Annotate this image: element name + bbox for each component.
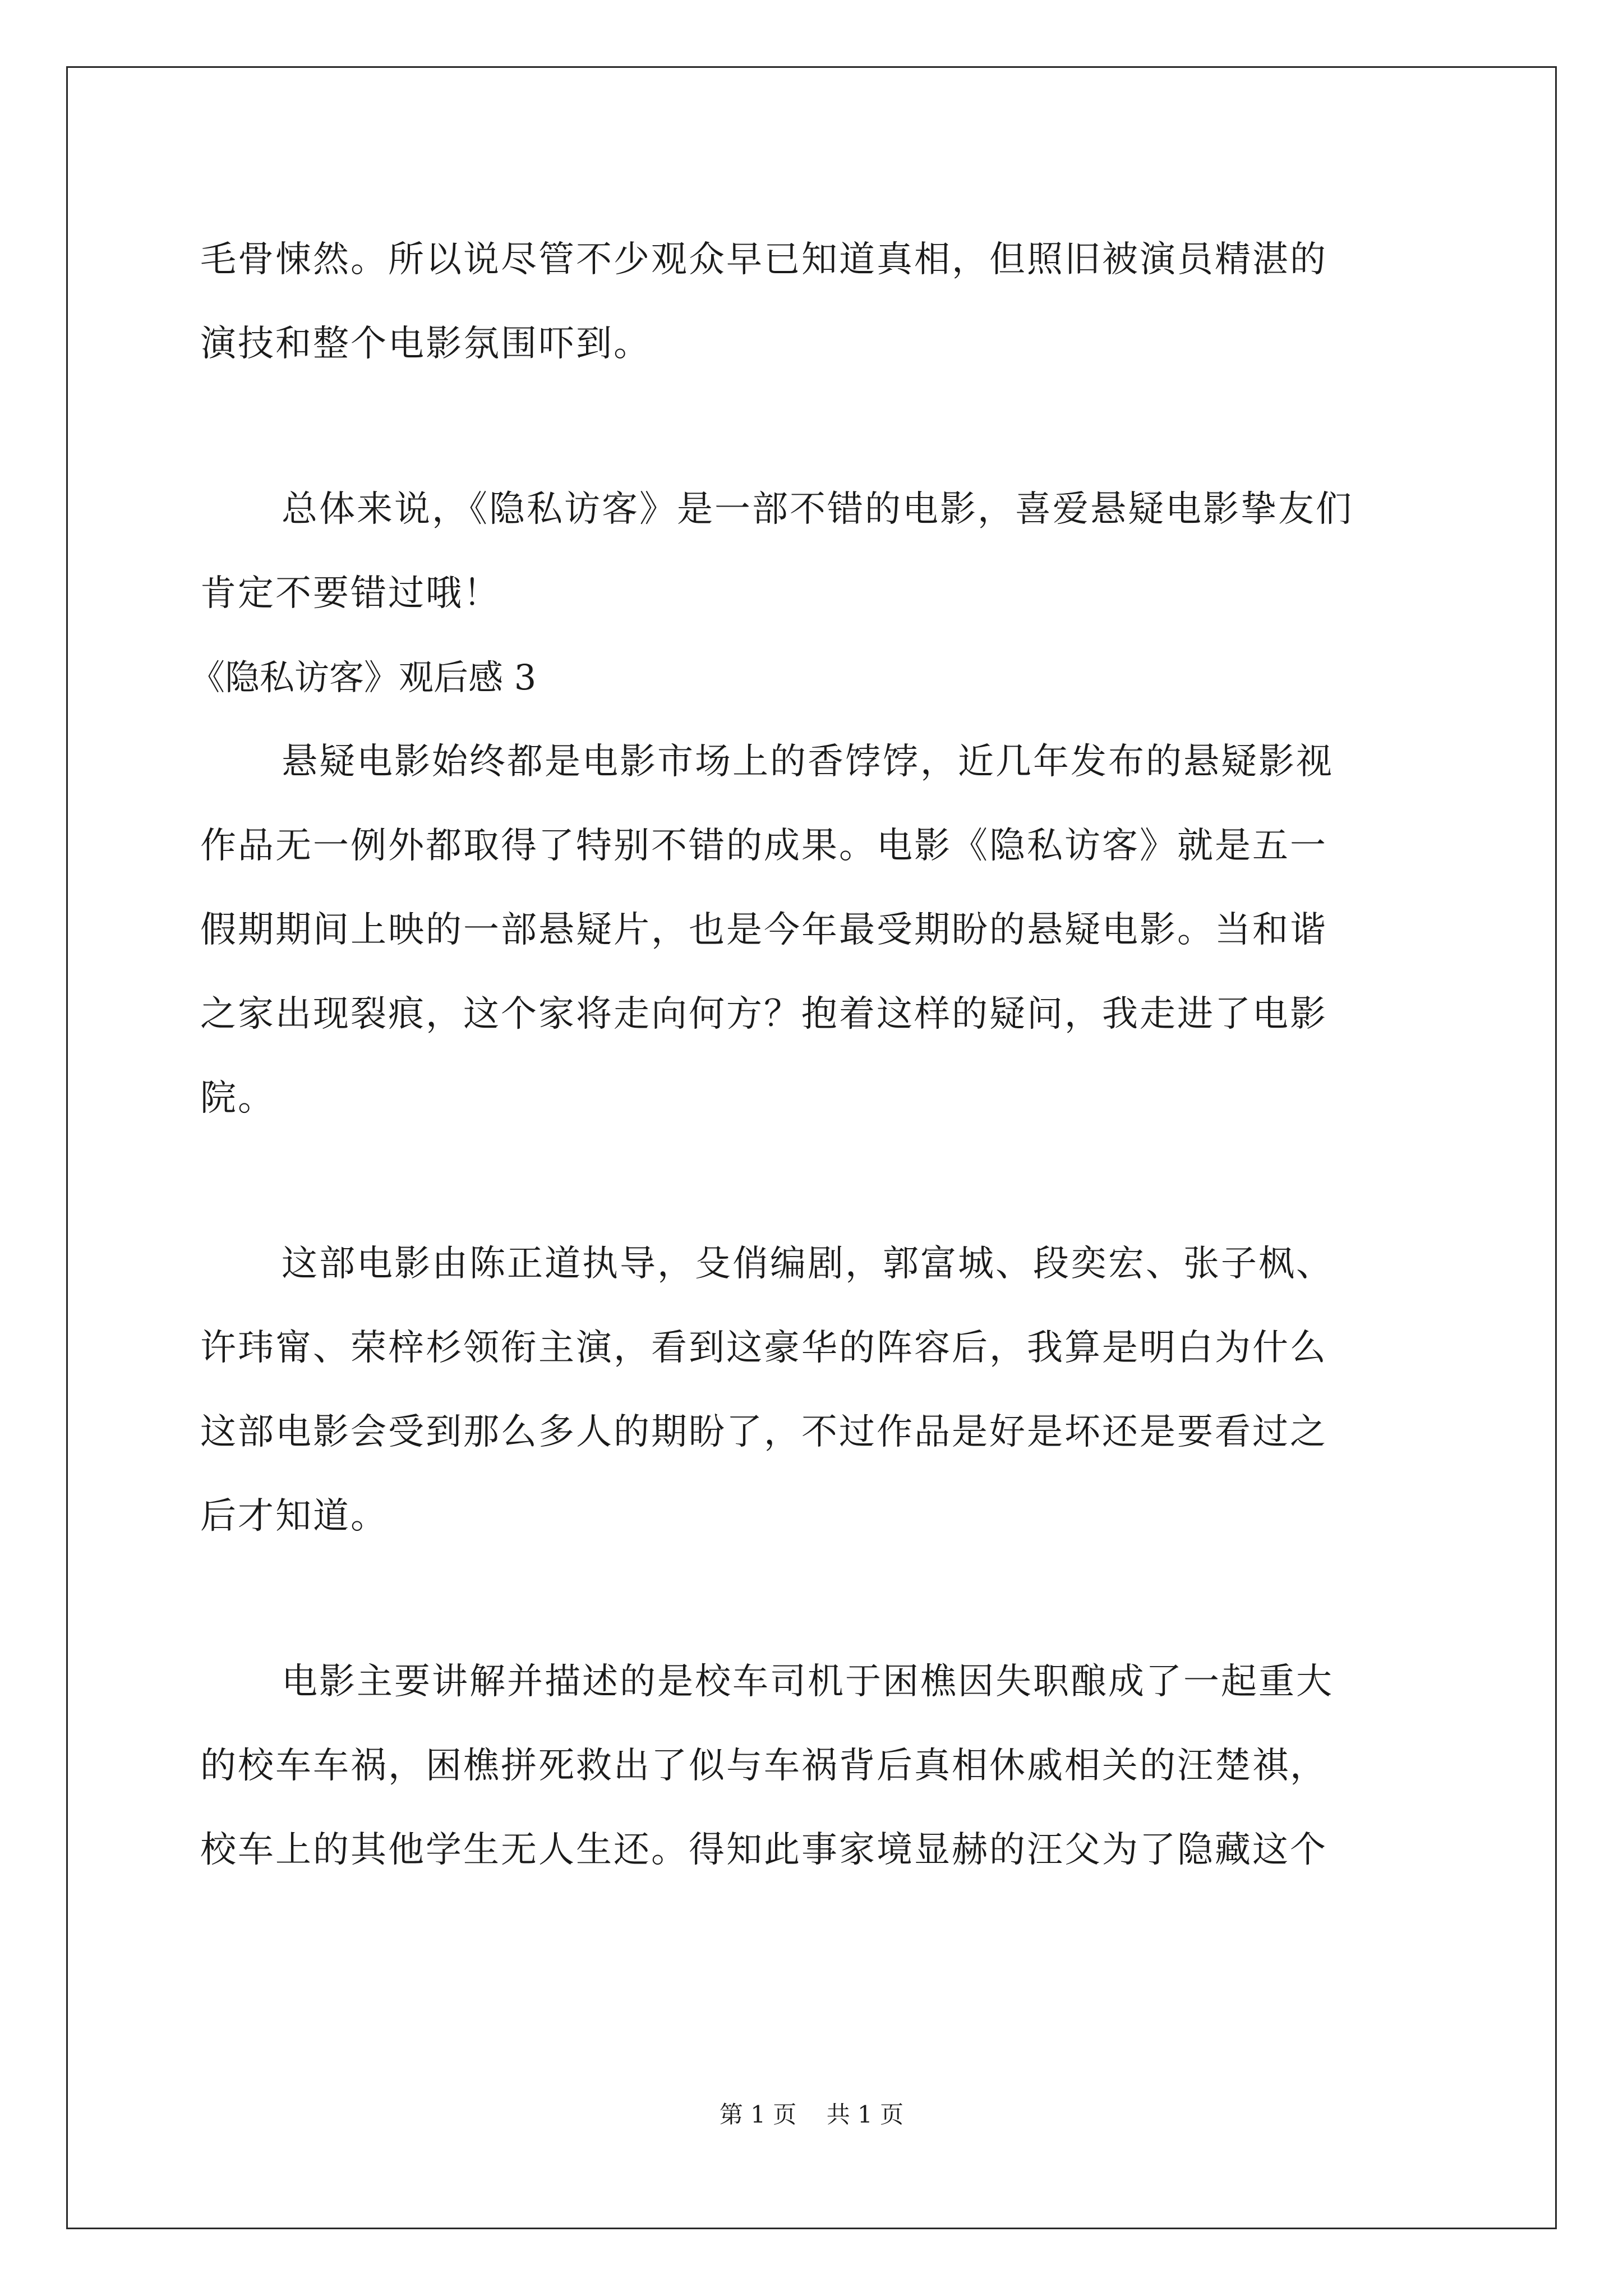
- text-line: 肯定不要错过哦！: [200, 573, 501, 614]
- text-line: 总体来说，《隐私访客》是一部不错的电影，喜爱悬疑电影挚友们: [282, 489, 1353, 530]
- text-line: 的校车车祸，困樵拼死救出了似与车祸背后真相休戚相关的汪楚祺，: [200, 1745, 1327, 1787]
- text-line: 这部电影由陈正道执导，殳俏编剧，郭富城、段奕宏、张子枫、: [282, 1243, 1334, 1285]
- text-line: 假期期间上映的一部悬疑片，也是今年最受期盼的悬疑电影。当和谐: [200, 909, 1327, 951]
- text-line: 电影主要讲解并描述的是校车司机于困樵因失职酿成了一起重大: [282, 1661, 1334, 1703]
- paragraph: [200, 218, 1434, 386]
- section-heading: 《隐私访客》观后感 3: [190, 657, 537, 698]
- text-line: 后才知道。: [200, 1496, 388, 1537]
- text-line: 之家出现裂痕，这个家将走向何方？抱着这样的疑问，我走进了电影: [200, 993, 1327, 1035]
- page-footer: 第 1 页 共 1 页: [719, 2101, 904, 2128]
- text-line: 许玮甯、荣梓杉领衔主演，看到这豪华的阵容后，我算是明白为什么: [200, 1327, 1327, 1369]
- text-line: 悬疑电影始终都是电影市场上的香饽饽，近几年发布的悬疑影视: [282, 741, 1334, 783]
- document-body: [190, 218, 1434, 1892]
- paragraph: [200, 1222, 1434, 1558]
- text-line: 作品无一例外都取得了特别不错的成果。电影《隐私访客》就是五一: [200, 825, 1327, 867]
- text-line: 这部电影会受到那么多人的期盼了，不过作品是好是坏还是要看过之: [200, 1411, 1327, 1453]
- paragraph: [200, 720, 1434, 1140]
- text-line: 校车上的其他学生无人生还。得知此事家境显赫的汪父为了隐藏这个: [200, 1829, 1327, 1871]
- paragraph: [200, 467, 1434, 636]
- paragraph: [200, 1640, 1434, 1892]
- text-line: 演技和整个电影氛围吓到。: [200, 323, 651, 365]
- text-line: 毛骨悚然。所以说尽管不少观众早已知道真相，但照旧被演员精湛的: [200, 239, 1327, 280]
- text-line: 院。: [200, 1078, 275, 1119]
